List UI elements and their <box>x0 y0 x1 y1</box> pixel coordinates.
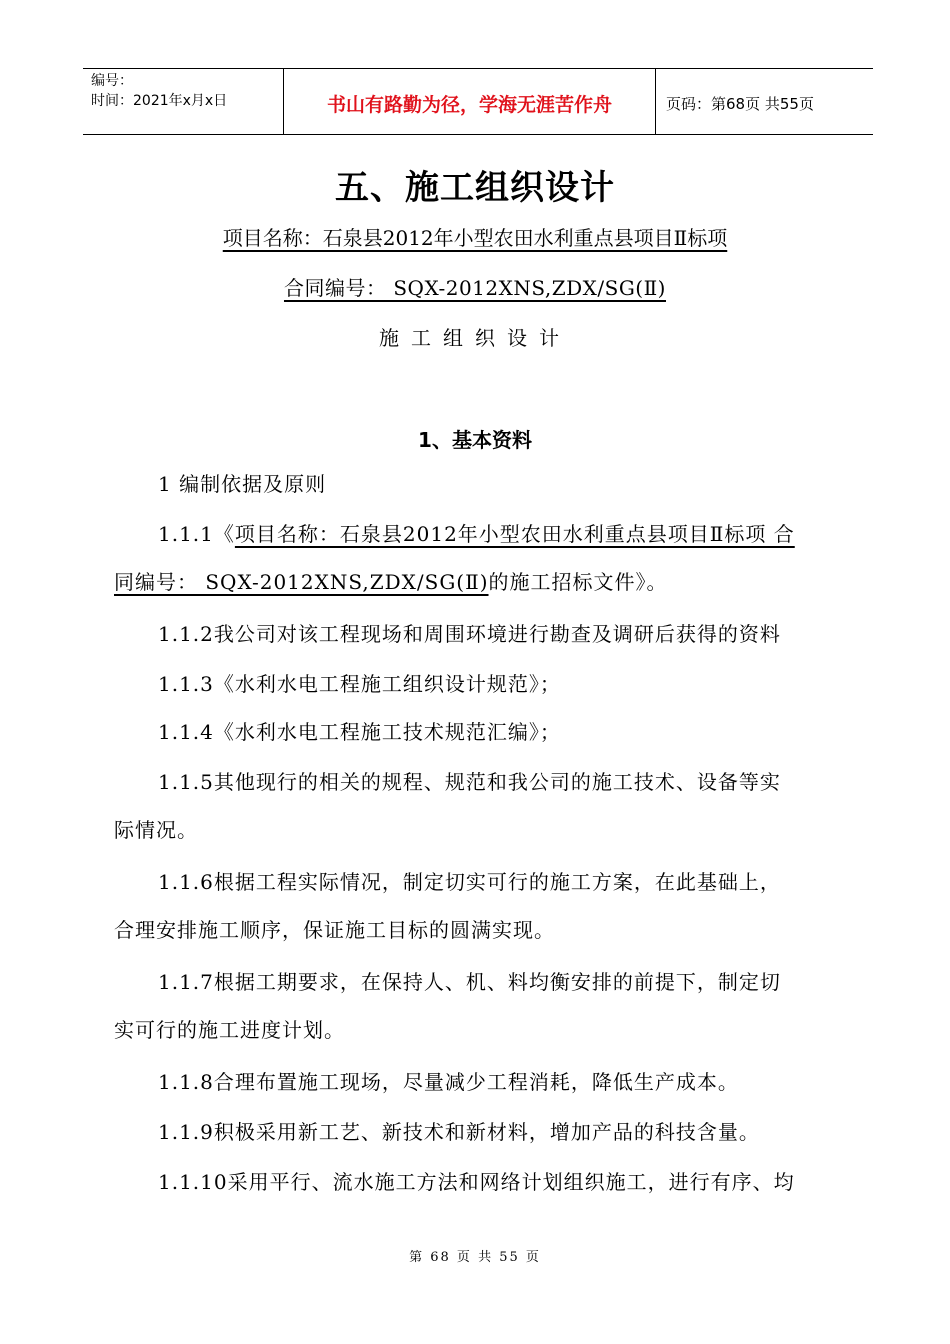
paragraph-1-1-1: 1.1.1《项目名称：石泉县2012年小型农田水利重点县项目Ⅱ标项 合 同编号： SQX-2012XNS,ZDX/SG(Ⅱ)的施工招标文件》。 <box>114 522 795 594</box>
paragraph-1-1-5: 1.1.5其他现行的相关的规程、规范和我公司的施工技术、设备等实 际情况。 <box>114 770 781 842</box>
page-footer: 第 68 页 共 55 页 <box>409 1250 541 1265</box>
contract-no: 合同编号： SQX-2012XNS,ZDX/SG(Ⅱ) <box>283 276 666 300</box>
paragraph-1-1-4: 1.1.4《水利水电工程施工技术规范汇编》； <box>158 720 561 744</box>
section-intro: 1 编制依据及原则 <box>158 472 327 496</box>
paragraph-1-1-3: 1.1.3《水利水电工程施工组织设计规范》； <box>158 672 561 696</box>
time-label: 时间：2021年x月x日 <box>91 93 228 109</box>
doc-subtitle: 施工组织设计 <box>379 326 571 350</box>
number-label: 编号： <box>91 73 133 89</box>
header-meta <box>83 69 284 134</box>
contract-no-line <box>0 272 950 301</box>
header-motto: 书山有路勤为径，学海无涯苦作舟 <box>284 69 656 134</box>
paragraph-1-1-10: 1.1.10采用平行、流水施工方法和网络计划组织施工，进行有序、均 <box>158 1170 795 1194</box>
paragraph-1-1-9: 1.1.9积极采用新工艺、新技术和新材料，增加产品的科技含量。 <box>158 1120 760 1144</box>
section-heading: 1、基本资料 <box>418 428 532 452</box>
header-page-code: 页码：第68页 共55页 <box>666 95 814 113</box>
project-name: 项目名称：石泉县2012年小型农田水利重点县项目Ⅱ标项 <box>222 226 728 250</box>
project-name-line <box>0 222 950 251</box>
page-header <box>83 68 873 135</box>
paragraph-1-1-6: 1.1.6根据工程实际情况，制定切实可行的施工方案，在此基础上， 合理安排施工顺序，保证施工目标的圆满实现。 <box>114 870 781 942</box>
paragraph-1-1-7: 1.1.7根据工期要求，在保持人、机、料均衡安排的前提下，制定切 实可行的施工进度计划。 <box>114 970 781 1042</box>
paragraph-1-1-2: 1.1.2我公司对该工程现场和周围环境进行勘查及调研后获得的资料 <box>158 622 781 646</box>
document-title: 五、施工组织设计 <box>335 168 615 208</box>
paragraph-1-1-8: 1.1.8合理布置施工现场，尽量减少工程消耗，降低生产成本。 <box>158 1070 739 1094</box>
